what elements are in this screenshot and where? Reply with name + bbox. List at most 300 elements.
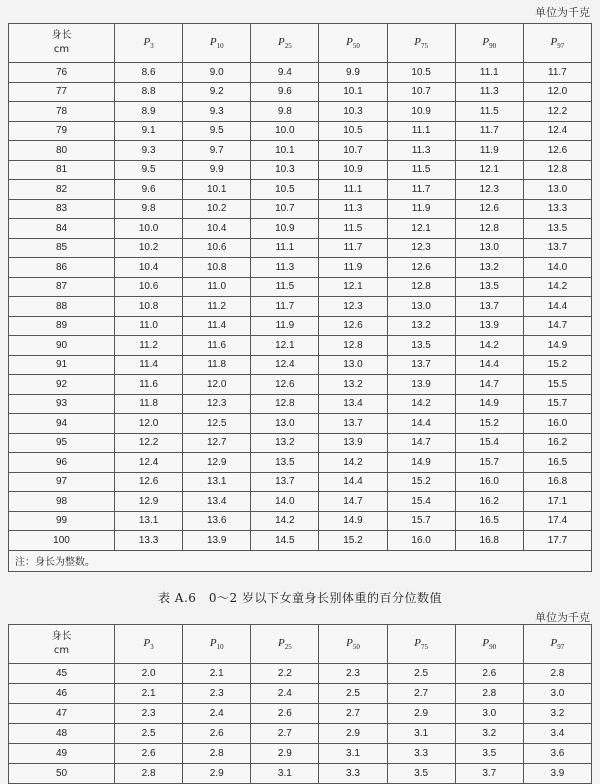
table-row — [9, 492, 592, 512]
weight-cell: 11.5 — [251, 277, 319, 297]
length-cell: 92 — [9, 375, 115, 395]
weight-cell: 11.8 — [183, 355, 251, 375]
weight-cell: 13.9 — [319, 433, 387, 453]
table-row — [9, 199, 592, 219]
length-cell: 86 — [9, 258, 115, 278]
percentile-header-p97: $P_{97}$ — [523, 625, 591, 664]
weight-cell: 11.6 — [183, 336, 251, 356]
weight-cell: 11.7 — [387, 180, 455, 200]
weight-cell: 9.0 — [183, 63, 251, 83]
length-cell: 96 — [9, 453, 115, 473]
weight-cell: 10.1 — [319, 82, 387, 102]
percentile-header-p75: $P_{75}$ — [387, 24, 455, 63]
weight-cell: 14.4 — [319, 472, 387, 492]
length-cell: 80 — [9, 141, 115, 161]
weight-cell: 12.3 — [387, 238, 455, 258]
weight-cell: 3.2 — [523, 704, 591, 724]
length-cell: 45 — [9, 664, 115, 684]
weight-cell: 14.7 — [387, 433, 455, 453]
weight-cell: 11.7 — [251, 297, 319, 317]
table-row — [9, 180, 592, 200]
table-row — [9, 258, 592, 278]
weight-cell: 9.5 — [183, 121, 251, 141]
weight-cell: 3.1 — [319, 744, 387, 764]
weight-cell: 10.3 — [251, 160, 319, 180]
length-cell: 95 — [9, 433, 115, 453]
weight-cell: 13.0 — [319, 355, 387, 375]
length-unit: cm — [53, 645, 70, 656]
length-cell: 77 — [9, 82, 115, 102]
table-row — [9, 277, 592, 297]
table-row — [9, 219, 592, 239]
weight-cell: 3.5 — [455, 744, 523, 764]
weight-cell: 15.2 — [523, 355, 591, 375]
unit-label-table2: 单位为千克 — [535, 611, 590, 624]
weight-cell: 3.3 — [319, 764, 387, 784]
weight-cell: 10.3 — [319, 102, 387, 122]
weight-cell: 11.4 — [115, 355, 183, 375]
weight-cell: 10.2 — [115, 238, 183, 258]
length-header — [9, 625, 115, 664]
weight-cell: 2.1 — [115, 684, 183, 704]
table-row — [9, 102, 592, 122]
header-row — [9, 24, 592, 63]
weight-cell: 14.7 — [319, 492, 387, 512]
weight-cell: 10.4 — [183, 219, 251, 239]
weight-cell: 10.1 — [251, 141, 319, 161]
weight-cell: 15.4 — [387, 492, 455, 512]
weight-cell: 11.7 — [455, 121, 523, 141]
weight-cell: 16.5 — [455, 511, 523, 531]
length-cell: 94 — [9, 414, 115, 434]
weight-cell: 14.9 — [523, 336, 591, 356]
weight-cell: 11.1 — [455, 63, 523, 83]
weight-cell: 12.0 — [183, 375, 251, 395]
weight-cell: 3.5 — [387, 764, 455, 784]
weight-cell: 13.3 — [115, 531, 183, 551]
weight-cell: 10.6 — [183, 238, 251, 258]
table-row — [9, 297, 592, 317]
percentile-header-p25: $P_{25}$ — [251, 24, 319, 63]
weight-cell: 2.7 — [387, 684, 455, 704]
percentile-header-p97: $P_{97}$ — [523, 24, 591, 63]
weight-cell: 12.5 — [183, 414, 251, 434]
weight-cell: 14.9 — [387, 453, 455, 473]
weight-cell: 16.2 — [455, 492, 523, 512]
weight-cell: 12.4 — [523, 121, 591, 141]
weight-cell: 13.0 — [523, 180, 591, 200]
weight-cell: 15.2 — [319, 531, 387, 551]
weight-cell: 13.7 — [523, 238, 591, 258]
weight-cell: 2.3 — [115, 704, 183, 724]
weight-cell: 14.4 — [387, 414, 455, 434]
weight-cell: 15.2 — [455, 414, 523, 434]
weight-cell: 13.2 — [455, 258, 523, 278]
table-note-row — [9, 550, 592, 571]
weight-cell: 2.6 — [115, 744, 183, 764]
weight-cell: 3.3 — [387, 744, 455, 764]
weight-cell: 11.9 — [387, 199, 455, 219]
weight-cell: 16.8 — [523, 472, 591, 492]
weight-cell: 12.6 — [251, 375, 319, 395]
weight-cell: 13.4 — [319, 394, 387, 414]
table-row — [9, 336, 592, 356]
table-row — [9, 472, 592, 492]
header-row — [9, 625, 592, 664]
weight-cell: 15.7 — [523, 394, 591, 414]
weight-cell: 11.3 — [251, 258, 319, 278]
length-cell: 100 — [9, 531, 115, 551]
percentile-header-p50: $P_{50}$ — [319, 24, 387, 63]
weight-cell: 14.0 — [251, 492, 319, 512]
weight-cell: 2.2 — [251, 664, 319, 684]
weight-cell: 2.3 — [183, 684, 251, 704]
length-cell: 84 — [9, 219, 115, 239]
weight-cell: 11.1 — [319, 180, 387, 200]
table-row — [9, 375, 592, 395]
weight-cell: 12.7 — [183, 433, 251, 453]
table-row — [9, 511, 592, 531]
weight-cell: 13.0 — [455, 238, 523, 258]
weight-cell: 10.0 — [251, 121, 319, 141]
table-row — [9, 394, 592, 414]
weight-cell: 10.8 — [115, 297, 183, 317]
weight-cell: 10.7 — [319, 141, 387, 161]
weight-cell: 10.9 — [387, 102, 455, 122]
weight-cell: 11.5 — [387, 160, 455, 180]
weight-cell: 9.8 — [251, 102, 319, 122]
weight-cell: 11.7 — [523, 63, 591, 83]
weight-cell: 8.8 — [115, 82, 183, 102]
weight-cell: 10.0 — [115, 219, 183, 239]
weight-cell: 2.9 — [387, 704, 455, 724]
weight-cell: 3.0 — [455, 704, 523, 724]
weight-cell: 14.4 — [523, 297, 591, 317]
weight-cell: 12.2 — [115, 433, 183, 453]
length-cell: 99 — [9, 511, 115, 531]
weight-cell: 12.1 — [251, 336, 319, 356]
weight-cell: 10.6 — [115, 277, 183, 297]
length-cell: 48 — [9, 724, 115, 744]
table-row — [9, 63, 592, 83]
percentile-header-p75: $P_{75}$ — [387, 625, 455, 664]
weight-cell: 17.4 — [523, 511, 591, 531]
weight-cell: 13.2 — [319, 375, 387, 395]
percentile-header-p10: $P_{10}$ — [183, 24, 251, 63]
weight-cell: 12.1 — [319, 277, 387, 297]
weight-cell: 12.1 — [455, 160, 523, 180]
weight-cell: 2.6 — [455, 664, 523, 684]
weight-cell: 14.9 — [455, 394, 523, 414]
weight-cell: 8.9 — [115, 102, 183, 122]
weight-cell: 9.1 — [115, 121, 183, 141]
weight-cell: 12.4 — [251, 355, 319, 375]
weight-cell: 9.3 — [183, 102, 251, 122]
weight-cell: 16.2 — [523, 433, 591, 453]
weight-cell: 12.8 — [455, 219, 523, 239]
weight-cell: 2.4 — [251, 684, 319, 704]
percentile-header-p90: $P_{90}$ — [455, 625, 523, 664]
table1-header — [9, 24, 592, 63]
weight-cell: 12.6 — [387, 258, 455, 278]
weight-cell: 12.3 — [455, 180, 523, 200]
weight-cell: 13.2 — [387, 316, 455, 336]
percentile-header-p25: $P_{25}$ — [251, 625, 319, 664]
weight-cell: 8.6 — [115, 63, 183, 83]
length-unit: cm — [53, 44, 70, 55]
weight-cell: 14.4 — [455, 355, 523, 375]
percentile-header-p90: $P_{90}$ — [455, 24, 523, 63]
weight-cell: 10.4 — [115, 258, 183, 278]
weight-cell: 11.3 — [387, 141, 455, 161]
weight-cell: 13.9 — [387, 375, 455, 395]
table-note: 注：身长为整数。 — [9, 550, 592, 571]
weight-cell: 2.8 — [115, 764, 183, 784]
weight-cell: 9.9 — [183, 160, 251, 180]
weight-cell: 2.1 — [183, 664, 251, 684]
weight-cell: 13.7 — [319, 414, 387, 434]
table-a6-caption: 表 A.6 0～2 岁以下女童身长别体重的百分位数值 — [157, 591, 442, 605]
table2-header — [9, 625, 592, 664]
length-cell: 46 — [9, 684, 115, 704]
weight-cell: 13.7 — [387, 355, 455, 375]
length-cell: 76 — [9, 63, 115, 83]
table-row — [9, 238, 592, 258]
weight-cell: 9.6 — [115, 180, 183, 200]
weight-cell: 2.7 — [319, 704, 387, 724]
weight-cell: 14.2 — [523, 277, 591, 297]
weight-cell: 13.0 — [251, 414, 319, 434]
length-cell: 98 — [9, 492, 115, 512]
length-cell: 89 — [9, 316, 115, 336]
length-cell: 93 — [9, 394, 115, 414]
table-row — [9, 684, 592, 704]
weight-cell: 14.2 — [455, 336, 523, 356]
table-row — [9, 121, 592, 141]
weight-cell: 12.8 — [523, 160, 591, 180]
table-row — [9, 664, 592, 684]
weight-cell: 10.5 — [387, 63, 455, 83]
weight-cell: 11.5 — [319, 219, 387, 239]
weight-cell: 10.7 — [251, 199, 319, 219]
weight-cell: 14.5 — [251, 531, 319, 551]
unit-label-table1: 单位为千克 — [535, 6, 590, 19]
percentile-header-p50: $P_{50}$ — [319, 625, 387, 664]
weight-cell: 12.6 — [319, 316, 387, 336]
weight-cell: 10.1 — [183, 180, 251, 200]
length-cell: 90 — [9, 336, 115, 356]
weight-cell: 2.3 — [319, 664, 387, 684]
weight-cell: 14.2 — [251, 511, 319, 531]
weight-cell: 11.2 — [115, 336, 183, 356]
weight-cell: 2.9 — [251, 744, 319, 764]
table-row — [9, 453, 592, 473]
weight-cell: 11.4 — [183, 316, 251, 336]
weight-cell: 14.9 — [319, 511, 387, 531]
weight-cell: 10.9 — [319, 160, 387, 180]
weight-cell: 13.0 — [387, 297, 455, 317]
weight-cell: 16.5 — [523, 453, 591, 473]
weight-cell: 15.5 — [523, 375, 591, 395]
weight-cell: 3.6 — [523, 744, 591, 764]
weight-cell: 14.7 — [455, 375, 523, 395]
weight-cell: 12.1 — [387, 219, 455, 239]
weight-cell: 13.5 — [251, 453, 319, 473]
weight-cell: 13.5 — [455, 277, 523, 297]
weight-cell: 13.9 — [455, 316, 523, 336]
weight-cell: 3.1 — [251, 764, 319, 784]
weight-cell: 9.8 — [115, 199, 183, 219]
length-cell: 82 — [9, 180, 115, 200]
weight-cell: 12.6 — [115, 472, 183, 492]
weight-cell: 12.3 — [319, 297, 387, 317]
weight-cell: 12.6 — [523, 141, 591, 161]
length-cell: 87 — [9, 277, 115, 297]
weight-cell: 13.7 — [251, 472, 319, 492]
table-row — [9, 724, 592, 744]
weight-cell: 10.9 — [251, 219, 319, 239]
weight-cell: 3.2 — [455, 724, 523, 744]
table-row — [9, 531, 592, 551]
length-cell: 91 — [9, 355, 115, 375]
weight-cell: 11.6 — [115, 375, 183, 395]
weight-cell: 9.6 — [251, 82, 319, 102]
weight-cell: 15.7 — [455, 453, 523, 473]
length-cell: 49 — [9, 744, 115, 764]
weight-cell: 11.3 — [455, 82, 523, 102]
length-label: 身长 — [51, 30, 72, 41]
weight-cell: 13.1 — [115, 511, 183, 531]
length-cell: 47 — [9, 704, 115, 724]
weight-cell: 11.5 — [455, 102, 523, 122]
weight-cell: 12.0 — [523, 82, 591, 102]
weight-cell: 11.8 — [115, 394, 183, 414]
weight-cell: 13.4 — [183, 492, 251, 512]
table-row — [9, 160, 592, 180]
weight-cell: 9.2 — [183, 82, 251, 102]
table1-body — [9, 63, 592, 572]
weight-cell: 2.9 — [183, 764, 251, 784]
weight-cell: 13.9 — [183, 531, 251, 551]
weight-for-length-table-continued — [8, 23, 592, 572]
length-cell: 79 — [9, 121, 115, 141]
length-cell: 50 — [9, 764, 115, 784]
weight-cell: 3.7 — [455, 764, 523, 784]
length-cell: 83 — [9, 199, 115, 219]
weight-cell: 12.8 — [387, 277, 455, 297]
weight-cell: 17.1 — [523, 492, 591, 512]
table-row — [9, 414, 592, 434]
weight-cell: 17.7 — [523, 531, 591, 551]
weight-cell: 12.4 — [115, 453, 183, 473]
percentile-header-p3: $P_3$ — [115, 625, 183, 664]
weight-cell: 2.8 — [523, 664, 591, 684]
weight-cell: 9.7 — [183, 141, 251, 161]
girls-weight-for-length-table — [8, 624, 592, 784]
weight-cell: 9.5 — [115, 160, 183, 180]
weight-cell: 2.4 — [183, 704, 251, 724]
weight-cell: 10.5 — [319, 121, 387, 141]
table-row — [9, 316, 592, 336]
weight-cell: 16.0 — [523, 414, 591, 434]
weight-cell: 11.0 — [183, 277, 251, 297]
weight-cell: 9.9 — [319, 63, 387, 83]
weight-cell: 12.8 — [319, 336, 387, 356]
length-header — [9, 24, 115, 63]
weight-cell: 11.3 — [319, 199, 387, 219]
weight-cell: 9.3 — [115, 141, 183, 161]
weight-cell: 13.2 — [251, 433, 319, 453]
length-cell: 78 — [9, 102, 115, 122]
weight-cell: 9.4 — [251, 63, 319, 83]
weight-cell: 14.0 — [523, 258, 591, 278]
weight-cell: 12.2 — [523, 102, 591, 122]
weight-cell: 3.0 — [523, 684, 591, 704]
weight-cell: 11.0 — [115, 316, 183, 336]
weight-cell: 16.8 — [455, 531, 523, 551]
length-cell: 97 — [9, 472, 115, 492]
weight-cell: 10.5 — [251, 180, 319, 200]
weight-cell: 10.7 — [387, 82, 455, 102]
weight-cell: 13.6 — [183, 511, 251, 531]
weight-cell: 12.9 — [183, 453, 251, 473]
table-row — [9, 141, 592, 161]
weight-cell: 15.7 — [387, 511, 455, 531]
weight-cell: 11.9 — [251, 316, 319, 336]
weight-cell: 13.7 — [455, 297, 523, 317]
weight-cell: 11.2 — [183, 297, 251, 317]
table-row — [9, 764, 592, 784]
weight-cell: 13.5 — [387, 336, 455, 356]
weight-cell: 2.5 — [115, 724, 183, 744]
length-cell: 88 — [9, 297, 115, 317]
weight-cell: 3.1 — [387, 724, 455, 744]
weight-cell: 2.7 — [251, 724, 319, 744]
weight-cell: 3.9 — [523, 764, 591, 784]
weight-cell: 2.6 — [183, 724, 251, 744]
weight-cell: 13.3 — [523, 199, 591, 219]
weight-cell: 2.6 — [251, 704, 319, 724]
weight-cell: 11.1 — [387, 121, 455, 141]
weight-cell: 2.9 — [319, 724, 387, 744]
weight-cell: 2.5 — [387, 664, 455, 684]
weight-cell: 2.8 — [455, 684, 523, 704]
weight-cell: 2.8 — [183, 744, 251, 764]
weight-cell: 14.7 — [523, 316, 591, 336]
weight-cell: 16.0 — [387, 531, 455, 551]
table-row — [9, 82, 592, 102]
table-row — [9, 355, 592, 375]
weight-cell: 11.1 — [251, 238, 319, 258]
weight-cell: 11.7 — [319, 238, 387, 258]
table-row — [9, 744, 592, 764]
weight-cell: 2.5 — [319, 684, 387, 704]
percentile-header-p3: $P_3$ — [115, 24, 183, 63]
weight-cell: 12.9 — [115, 492, 183, 512]
weight-cell: 11.9 — [319, 258, 387, 278]
weight-cell: 13.5 — [523, 219, 591, 239]
length-cell: 81 — [9, 160, 115, 180]
weight-cell: 10.8 — [183, 258, 251, 278]
percentile-header-p10: $P_{10}$ — [183, 625, 251, 664]
length-label: 身长 — [51, 631, 72, 642]
weight-cell: 3.4 — [523, 724, 591, 744]
length-cell: 85 — [9, 238, 115, 258]
weight-cell: 14.2 — [387, 394, 455, 414]
weight-cell: 14.2 — [319, 453, 387, 473]
table-row — [9, 704, 592, 724]
weight-cell: 12.0 — [115, 414, 183, 434]
